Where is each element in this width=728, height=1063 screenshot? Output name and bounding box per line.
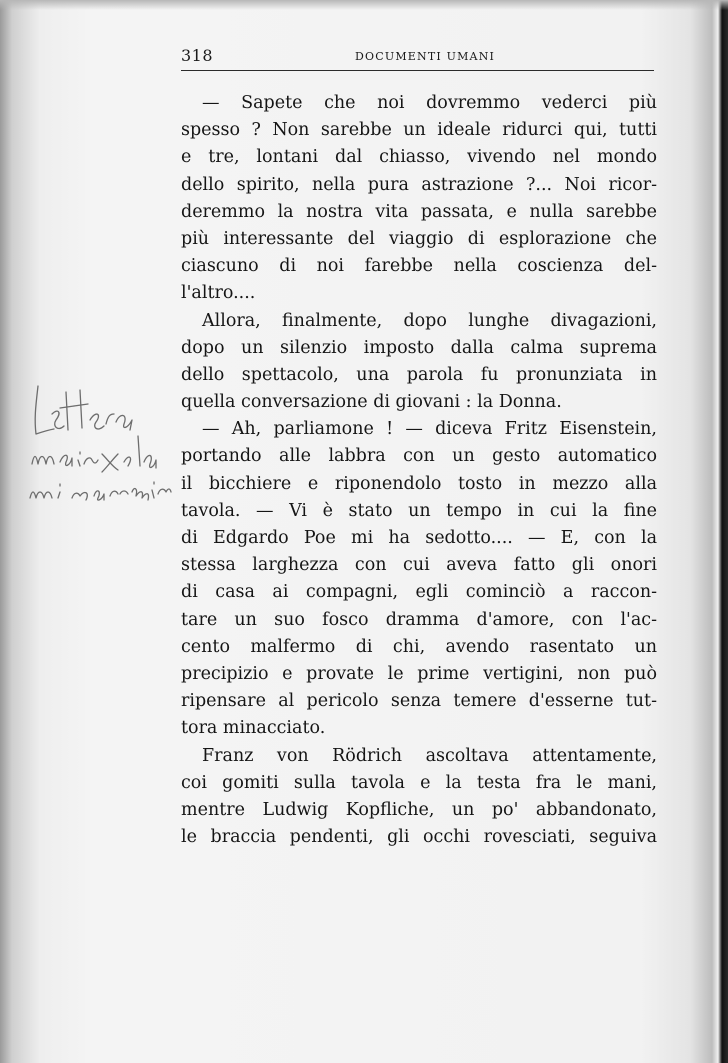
text-line: precipizio e provate le prime vertigini, non può xyxy=(181,663,657,684)
text-line: cento malfermo di chi, avendo rasentato un xyxy=(181,636,657,657)
text-line: dello spettacolo, una parola fu pronunziata in xyxy=(181,364,657,385)
text-line: più interessante del viaggio di esplorazione che xyxy=(181,228,657,249)
text-line: l'altro.... xyxy=(181,283,256,304)
text-line: di casa ai compagni, egli cominciò a raccon- xyxy=(181,582,657,603)
text-line: coi gomiti sulla tavola e la testa fra le mani, xyxy=(181,772,657,793)
text-line: dello spirito, nella pura astrazione ?... Noi ricor- xyxy=(181,174,657,195)
text-line: di Edgardo Poe mi ha sedotto.... — E, con la xyxy=(181,528,657,548)
text-line: tora minacciato. xyxy=(181,718,326,739)
text-line: stessa larghezza con cui aveva fatto gli onori xyxy=(181,555,657,576)
running-head xyxy=(181,44,654,71)
paragraph xyxy=(181,308,657,417)
text-line: ciascuno di noi farebbe nella coscienza del- xyxy=(181,256,657,277)
text-line: — Sapete che noi dovremmo vederci più xyxy=(202,93,657,113)
text-line: spesso ? Non sarebbe un ideale ridurci qui, tutti xyxy=(181,120,657,141)
text-line: ripensare al pericolo senza temere d'esserne tut- xyxy=(181,691,657,712)
handwritten-margin-note xyxy=(24,374,174,524)
paragraph xyxy=(181,743,657,852)
text-line: portando alle labbra con un gesto automatico xyxy=(181,446,657,467)
paragraph xyxy=(181,90,657,308)
text-line: quella conversazione di giovani : la Donna. xyxy=(181,392,562,413)
text-line: Franz von Rödrich ascoltava attentamente, xyxy=(202,745,657,766)
text-line: e tre, lontani dal chiasso, vivendo nel mondo xyxy=(181,147,657,168)
text-line: le braccia pendenti, gli occhi rovesciati, seguiva xyxy=(181,827,657,848)
text-line: deremmo la nostra vita passata, e nulla sarebbe xyxy=(181,201,657,222)
text-line: dopo un silenzio imposto dalla calma suprema xyxy=(181,337,657,358)
text-line: Allora, finalmente, dopo lunghe divagazioni, xyxy=(202,310,657,331)
text-line: il bicchiere e riponendolo tosto in mezzo alla xyxy=(181,473,657,494)
paragraph xyxy=(181,416,657,742)
running-title: DOCUMENTI UMANI xyxy=(355,50,496,63)
page-number: 318 xyxy=(181,46,214,65)
body-text xyxy=(181,90,657,851)
text-line: tare un suo fosco dramma d'amore, con l'ac- xyxy=(181,609,657,630)
text-line: — Ah, parliamone ! — diceva Fritz Eisenstein, xyxy=(202,419,657,440)
text-line: tavola. — Vi è stato un tempo in cui la fine xyxy=(181,500,657,521)
text-line: mentre Ludwig Kopfliche, un po' abbandonato, xyxy=(181,799,657,820)
page-edge-shadow xyxy=(0,0,728,10)
